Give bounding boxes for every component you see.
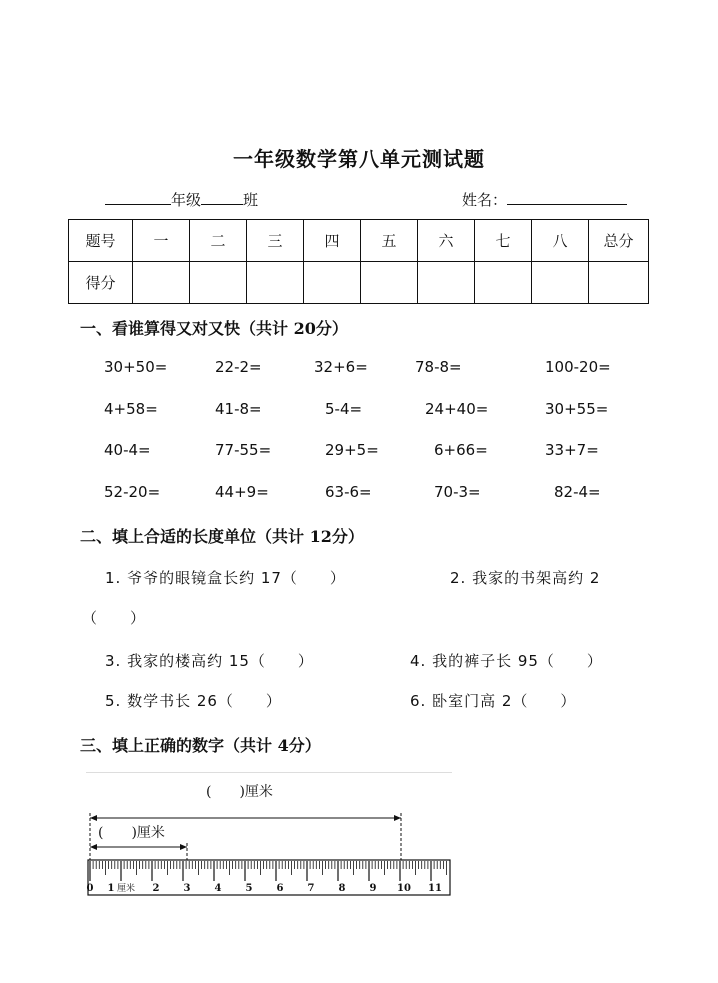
arith-problem: 6+66= <box>434 441 488 459</box>
arith-problem: 24+40= <box>425 400 489 418</box>
table-cell: 五 <box>361 220 418 262</box>
long-arrow-head-left <box>90 815 97 821</box>
table-cell: 总分 <box>589 220 649 262</box>
unit-question-4: 4. 我的裤子长 95（ ） <box>410 652 603 670</box>
ruler-number-7: 7 <box>307 883 315 894</box>
unit-question-1: 1. 爷爷的眼镜盒长约 17（ ） <box>105 569 346 587</box>
class-blank[interactable] <box>201 189 243 205</box>
section-2-title: 二、填上合适的长度单位（共计 12分） <box>80 527 364 546</box>
long-arrow-head-right <box>394 815 401 821</box>
arith-problem: 5-4= <box>325 400 363 418</box>
ruler-number-8: 8 <box>338 883 346 894</box>
page-title: 一年级数学第八单元测试题 <box>233 147 485 171</box>
ruler-number-3: 3 <box>183 883 191 894</box>
arith-problem: 33+7= <box>545 441 599 459</box>
table-cell: 得分 <box>69 262 133 304</box>
arith-problem: 22-2= <box>215 358 262 376</box>
score-input-cell[interactable] <box>418 262 475 304</box>
table-cell: 八 <box>532 220 589 262</box>
section-3-title: 三、填上正确的数字（共计 4分） <box>80 736 321 755</box>
arith-problem: 30+50= <box>104 358 168 376</box>
short-arrow-head-left <box>90 844 97 850</box>
score-input-cell[interactable] <box>361 262 418 304</box>
score-table-score-row <box>69 262 649 304</box>
ruler-number-2: 2 <box>152 883 160 894</box>
score-input-cell[interactable] <box>190 262 247 304</box>
ruler-number-11: 11 <box>428 883 442 894</box>
arith-problem: 30+55= <box>545 400 609 418</box>
ruler-top-label: ( )厘米 <box>206 784 273 800</box>
short-arrow-head-right <box>180 844 187 850</box>
arith-problem: 82-4= <box>554 483 601 501</box>
ruler-number-6: 6 <box>276 883 284 894</box>
ruler-number-0: 0 <box>86 883 94 894</box>
unit-question-2: 2. 我家的书架高约 2 <box>450 569 601 587</box>
grade-blank[interactable] <box>105 189 171 205</box>
arith-problem: 29+5= <box>325 441 379 459</box>
arith-problem: 44+9= <box>215 483 269 501</box>
arith-problem: 40-4= <box>104 441 151 459</box>
table-cell: 七 <box>475 220 532 262</box>
score-input-cell[interactable] <box>133 262 190 304</box>
ruler-unit-label: 厘米 <box>117 884 136 894</box>
name-info <box>462 189 627 210</box>
arith-problem: 100-20= <box>545 358 611 376</box>
arith-problem: 52-20= <box>104 483 161 501</box>
class-info <box>105 189 258 210</box>
arith-problem: 77-55= <box>215 441 272 459</box>
score-input-cell[interactable] <box>532 262 589 304</box>
unit-question-5: 5. 数学书长 26（ ） <box>105 692 282 710</box>
section-1-title: 一、看谁算得又对又快（共计 20分） <box>80 319 348 338</box>
arith-problem: 78-8= <box>415 358 462 376</box>
unit-question-3: 3. 我家的楼高约 15（ ） <box>105 652 314 670</box>
figure-border <box>86 772 452 773</box>
table-cell: 题号 <box>69 220 133 262</box>
name-label: 姓名： <box>462 191 508 209</box>
ruler-number-1: 1 <box>107 883 115 894</box>
unit-question-2-continued: （ ） <box>82 609 147 627</box>
score-input-cell[interactable] <box>304 262 361 304</box>
table-cell: 三 <box>247 220 304 262</box>
arith-problem: 63-6= <box>325 483 372 501</box>
arith-problem: 4+58= <box>104 400 158 418</box>
score-table <box>68 219 649 304</box>
grade-label: 年级 <box>171 191 202 209</box>
ruler-small-label: ( )厘米 <box>98 825 165 841</box>
unit-question-6: 6. 卧室门高 2（ ） <box>410 692 577 710</box>
arith-problem: 70-3= <box>434 483 481 501</box>
table-cell: 一 <box>133 220 190 262</box>
ruler-number-4: 4 <box>214 883 222 894</box>
arith-problem: 41-8= <box>215 400 262 418</box>
table-cell: 二 <box>190 220 247 262</box>
ruler-number-5: 5 <box>245 883 253 894</box>
score-table-header-row <box>69 220 649 262</box>
name-blank[interactable] <box>507 189 627 205</box>
score-input-cell[interactable] <box>475 262 532 304</box>
score-input-cell[interactable] <box>589 262 649 304</box>
ruler-number-9: 9 <box>369 883 377 894</box>
score-input-cell[interactable] <box>247 262 304 304</box>
class-label: 班 <box>243 191 259 209</box>
arith-problem: 32+6= <box>314 358 368 376</box>
table-cell: 六 <box>418 220 475 262</box>
ruler-number-10: 10 <box>397 883 411 894</box>
table-cell: 四 <box>304 220 361 262</box>
